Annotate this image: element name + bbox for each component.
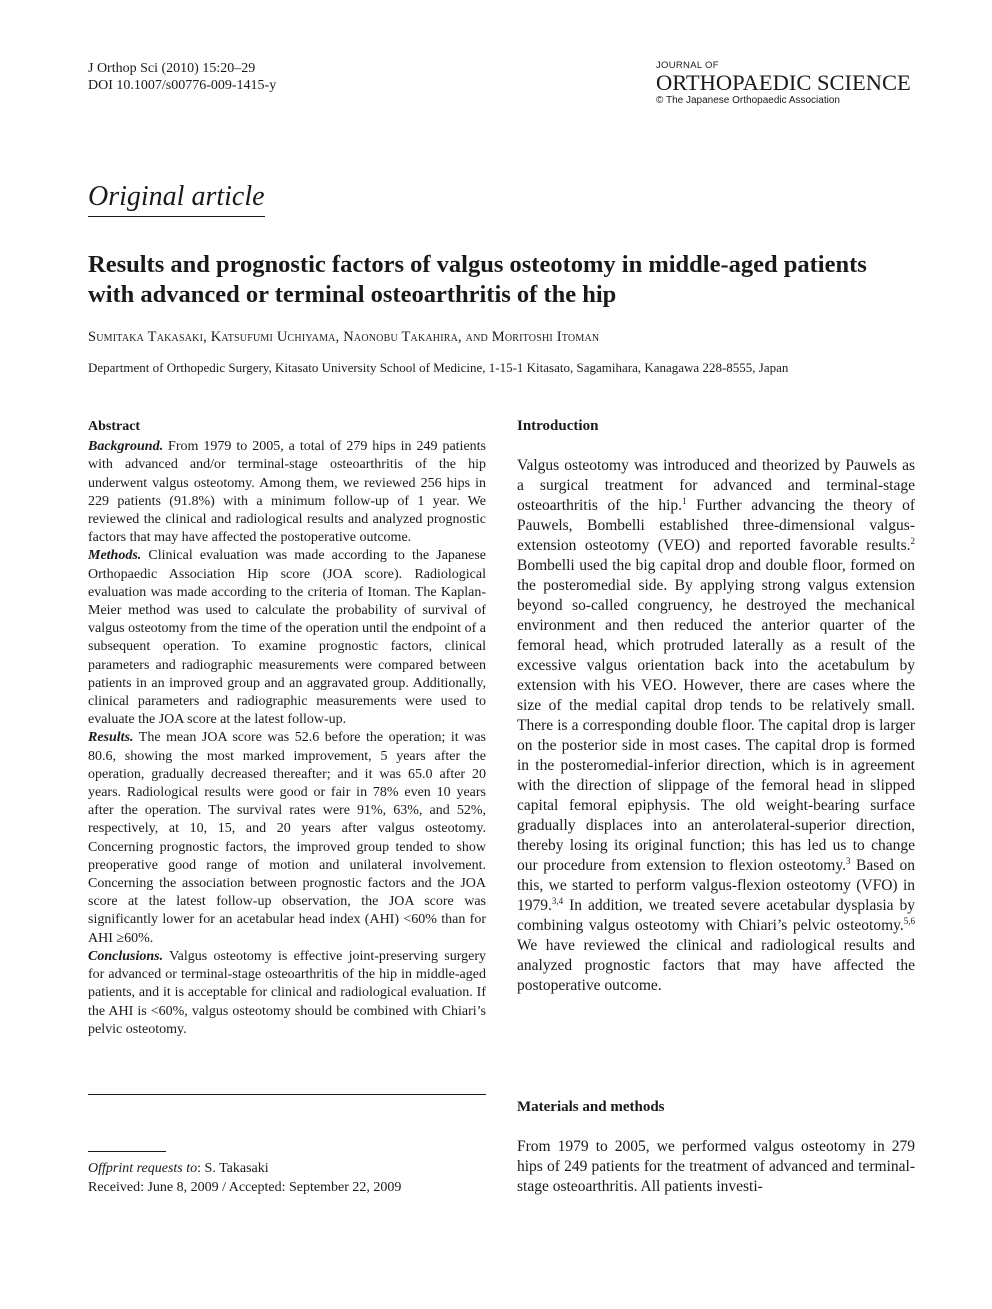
citation-journal-line: J Orthop Sci (2010) 15:20–29: [88, 61, 256, 76]
offprint-line: [88, 1159, 401, 1178]
conclusions-label: Conclusions.: [88, 948, 164, 964]
ref-5-6: 5,6: [903, 915, 915, 926]
ref-3: 3: [845, 855, 851, 866]
intro-text-3: Bombelli used the big capital drop and double floor, formed on the posteromedial side. By applying strong valgus extension beyond so-called congruency, he destroyed the mechanical environment and then reduced the anterior quarter of the femoral head, which protruded laterally as a result of the excessive valgus orientation back into the acetabulum by extension with his VEO. However, there are cases where the size of the medial capital drop tends to be relatively small. There is a corresponding double floor. The capital drop is larger on the posterior side in most cases. The capital drop is formed in the posteromedial-inferior direction, which is in agreement with the direction of slippage of the femoral head in slipped capital femoral epiphysis. The old weight-bearing surface gradually displaces into an anterolateral-superior direction, thereby losing its original function; this has led us to change our procedure from extension to flexion osteotomy.: [517, 557, 915, 874]
introduction-body: [517, 456, 915, 996]
abstract-methods: [88, 547, 486, 729]
journal-logo-small: JOURNAL OF: [656, 60, 719, 71]
citation-block: [88, 60, 276, 94]
abstract-results: [88, 729, 486, 947]
ref-1: 1: [682, 495, 687, 506]
materials-paragraph: From 1979 to 2005, we performed valgus osteotomy in 279 hips of 249 patients for the treatment of advanced and terminal-stage osteoarthritis. All patients investi-: [517, 1138, 915, 1195]
materials-heading-wrap: [517, 1097, 915, 1117]
ref-3-4: 3,4: [551, 895, 564, 906]
methods-label: Methods.: [88, 548, 142, 564]
background-label: Background.: [88, 439, 164, 455]
abstract-heading: Abstract: [88, 419, 141, 434]
introduction-paragraph: [517, 456, 915, 996]
intro-text-1: Valgus osteotomy was introduced and theorized by Pauwels as a surgical treatment for advanced and terminal-stage osteoarthritis of the hip.: [517, 457, 915, 514]
citation-doi-line: DOI 10.1007/s00776-009-1415-y: [88, 78, 277, 93]
offprint-label: Offprint requests to: [88, 1161, 198, 1176]
intro-text-2: Further advancing the theory of Pauwels, Bombelli established three-dimensional valgus-extension osteotomy (VEO) and reported favorable results.: [517, 497, 915, 554]
materials-heading: Materials and methods: [517, 1099, 665, 1115]
materials-body: [517, 1137, 915, 1197]
methods-text: Clinical evaluation was made according to the Japanese Orthopaedic Association Hip score (JOA score). Radiological evaluation was made according to the criteria of Itoman. The Kaplan-Meier method was used to calculate the probability of survival of valgus osteotomy from the time of the operation until the endpoint of a subsequent operation. To examine prognostic factors, clinical parameters and radiographic measurements were compared between patients in an improved group and an aggravated group. Additionally, clinical parameters and radiographic measurements were used to evaluate the JOA score at the latest follow-up.: [88, 548, 486, 728]
footnote-divider: [88, 1151, 166, 1152]
results-text: The mean JOA score was 52.6 before the operation; it was 80.6, showing the most marked improvement, 5 years after the operation, gradually decreased thereafter; and it was 65.0 after 20 years. Radiological results were good or fair in 78% even 10 years after the operation. The survival rates were 91%, 63%, and 52%, respectively, at 10, 15, and 20 years after valgus osteotomy. Concerning prognostic factors, the improved group tended to show preoperative good range of motion and unilateral involvement. Concerning the association between prognostic factors and the JOA score at the latest follow-up observation, the JOA score was significantly lower for an acetabular head index (AHI) <60% than for AHI ≥60%.: [88, 730, 486, 946]
offprint-name: : S. Takasaki: [197, 1161, 269, 1176]
article-title: Results and prognostic factors of valgus osteotomy in middle-aged patients with advanced or terminal osteoarthritis of the hip: [88, 251, 867, 308]
abstract-background: [88, 438, 486, 547]
ref-2: 2: [910, 535, 915, 546]
intro-text-6: We have reviewed the clinical and radiological results and analyzed prognostic factors that may have affected the postoperative outcome.: [517, 937, 915, 994]
intro-text-5: In addition, we treated severe acetabular dysplasia by combining valgus osteotomy with Chiari’s pelvic osteotomy.: [517, 897, 915, 934]
footnote: [88, 1159, 401, 1197]
affiliation: Department of Orthopedic Surgery, Kitasato University School of Medicine, 1-15-1 Kitasato, Sagamihara, Kanagawa 228-8555, Japan: [88, 360, 789, 375]
results-label: Results.: [88, 730, 134, 746]
article-type-label: Original article: [88, 180, 265, 217]
conclusions-text: Valgus osteotomy is effective joint-preserving surgery for advanced or terminal-stage osteoarthritis of the hip in middle-aged patients, and it is acceptable for clinical and radiological evaluation. If the AHI is <60%, valgus osteotomy should be combined with Chiari’s pelvic osteotomy.: [88, 948, 486, 1037]
background-text: From 1979 to 2005, a total of 279 hips in 249 patients with advanced and/or terminal-stage osteoarthritis of the hip underwent valgus osteotomy. Among them, we reviewed 256 hips in 229 patients (91.8%) with a minimum follow-up of 1 year. We reviewed the clinical and radiological results and analyzed prognostic factors that may have affected the postoperative outcome.: [88, 439, 486, 546]
introduction-heading: Introduction: [517, 418, 599, 434]
journal-copyright: © The Japanese Orthopaedic Association: [656, 95, 840, 106]
abstract: [88, 418, 486, 1039]
intro-text-4: Based on this, we started to perform valgus-flexion osteotomy (VFO) in 1979.: [517, 857, 915, 914]
author-list: Sumitaka Takasaki, Katsufumi Uchiyama, Naonobu Takahira, and Moritoshi Itoman: [88, 329, 600, 345]
introduction-heading-wrap: [517, 416, 915, 436]
journal-logo-name: ORTHOPAEDIC SCIENCE: [656, 70, 911, 95]
abstract-conclusions: [88, 948, 486, 1039]
journal-logo: [656, 60, 911, 107]
received-accepted-dates: Received: June 8, 2009 / Accepted: September 22, 2009: [88, 1180, 402, 1195]
abstract-divider: [88, 1094, 486, 1095]
